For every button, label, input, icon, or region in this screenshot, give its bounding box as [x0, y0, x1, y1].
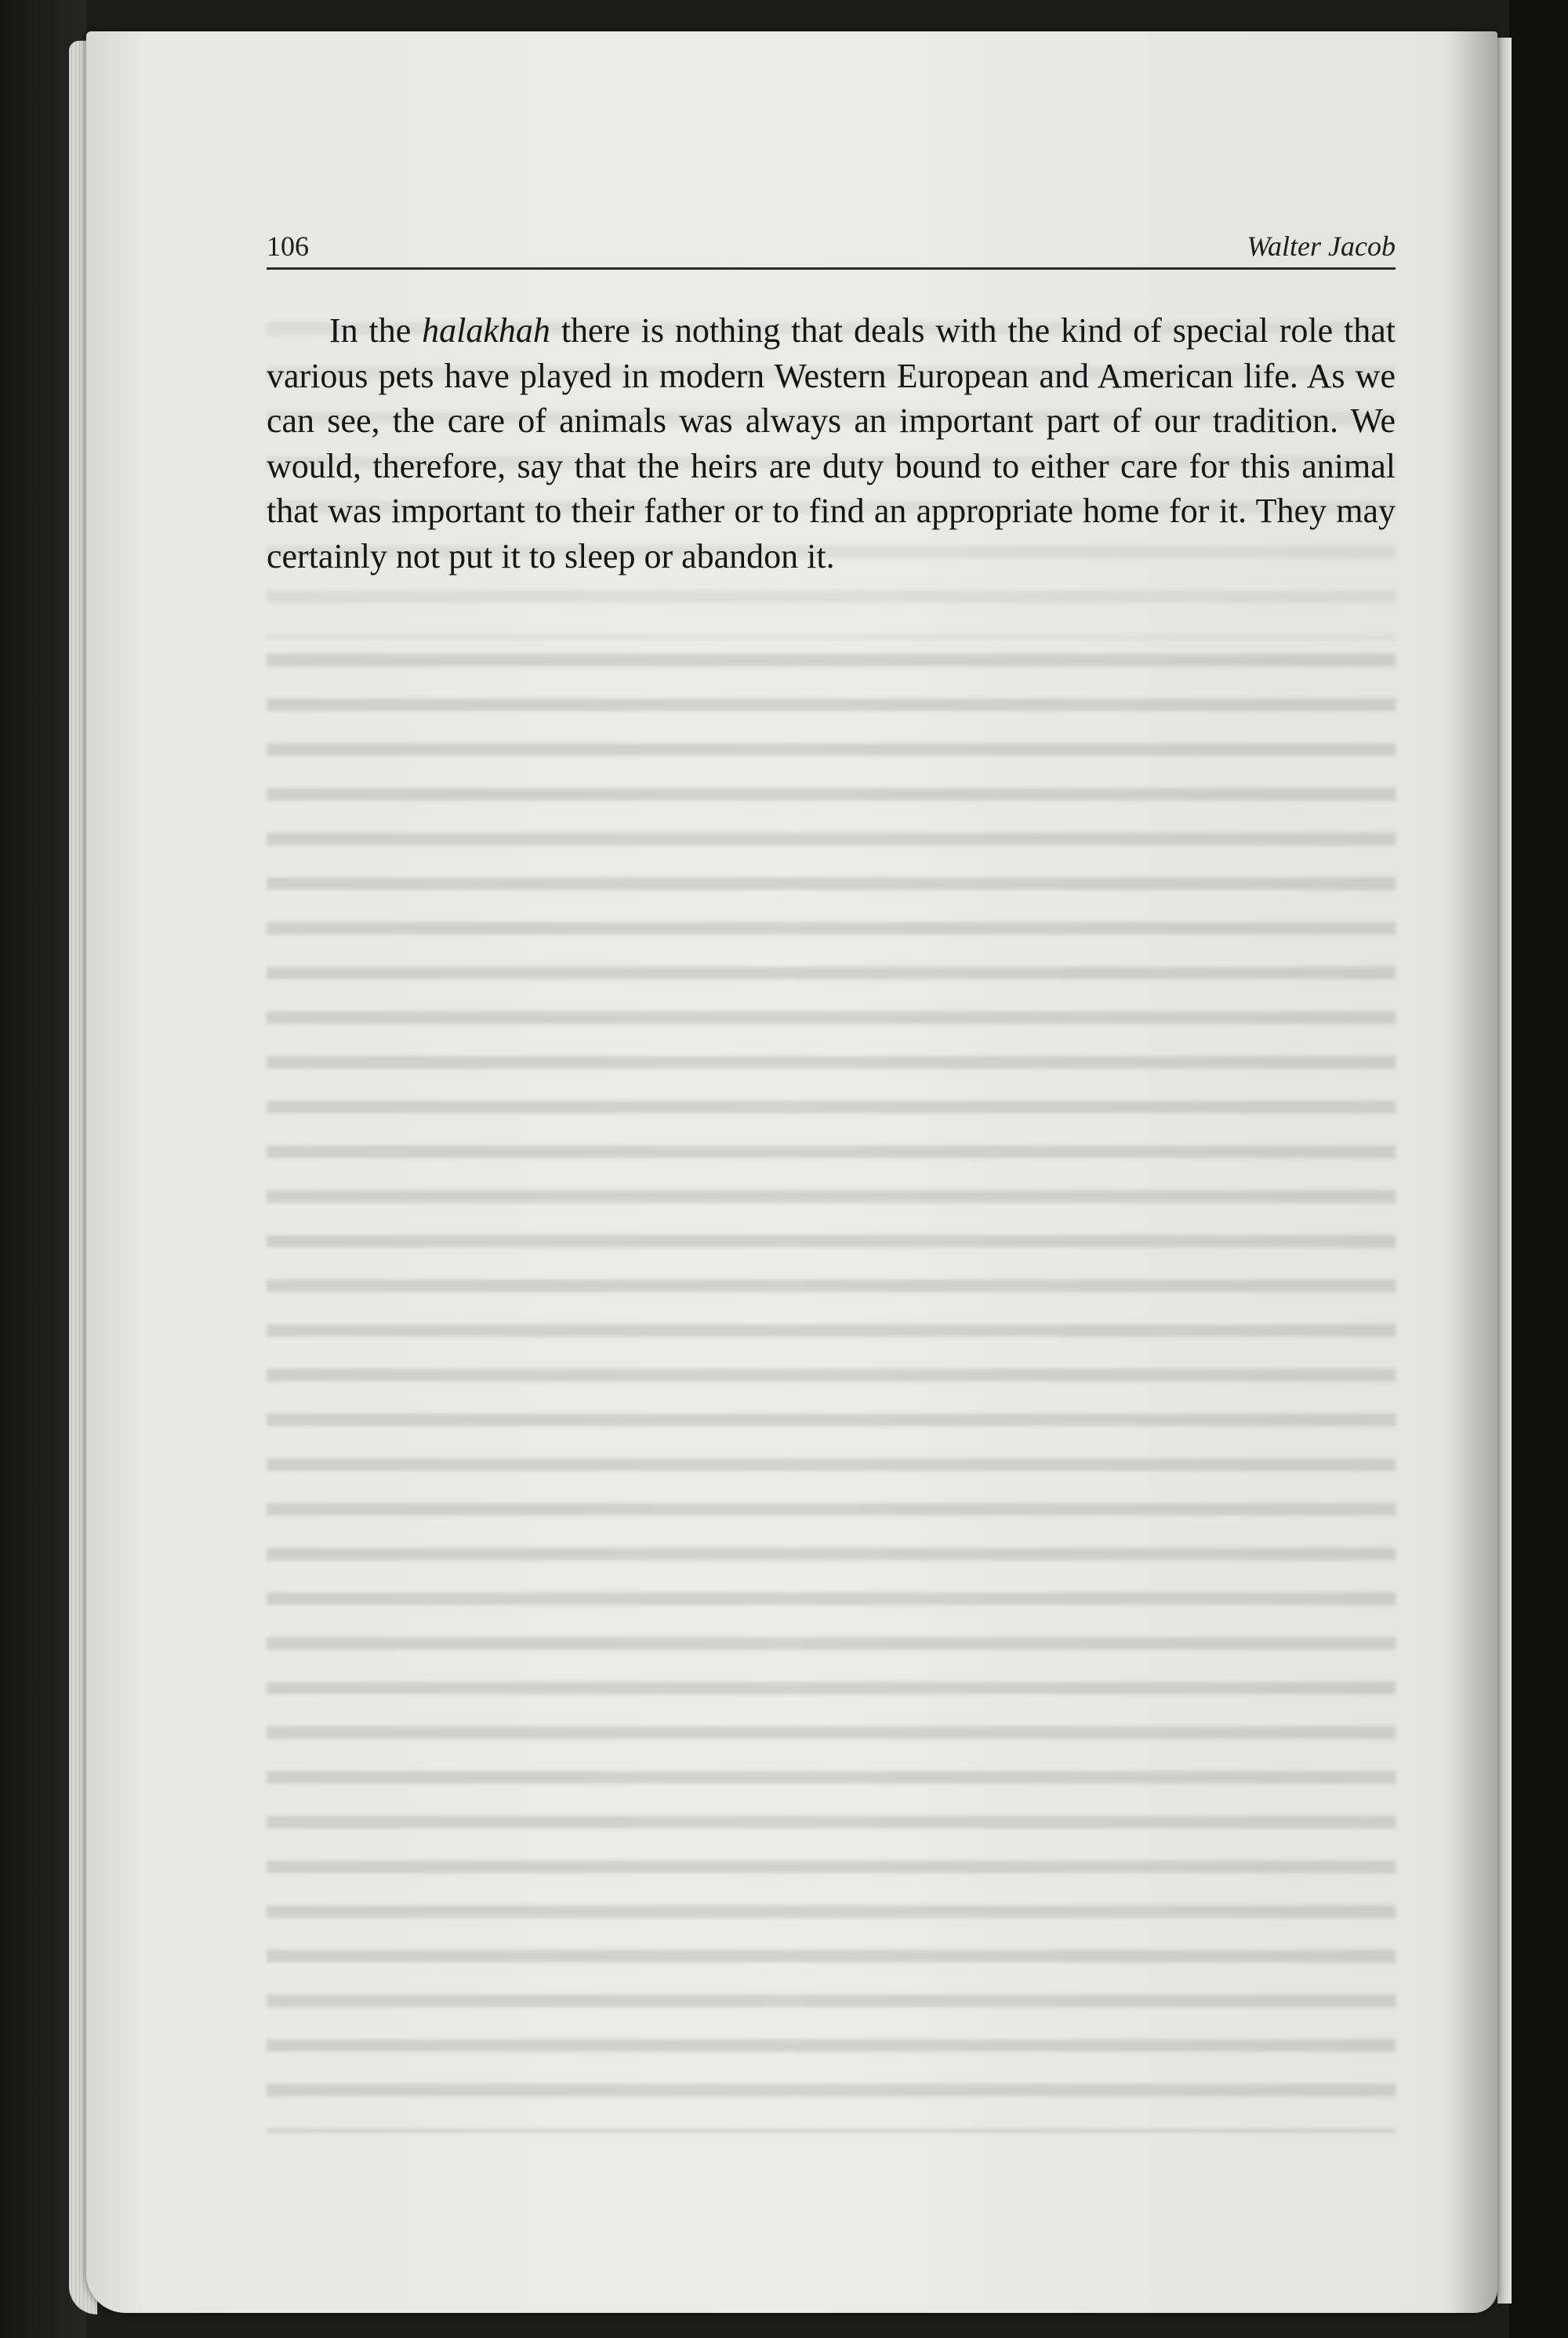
page-number: 106 — [267, 231, 309, 262]
facing-page-edge — [1497, 38, 1512, 2304]
adjacent-page-edge — [1509, 0, 1568, 2338]
running-header — [267, 223, 1396, 270]
show-through-text — [267, 643, 1396, 2133]
author-running-head: Walter Jacob — [1247, 231, 1396, 262]
body-paragraph — [267, 308, 1396, 579]
spine-shadow — [1450, 31, 1497, 2313]
paragraph-text: there is nothing that deals with the kind of special role that various pets have played in modern Western European and American life. As we can see, the care of animals was always an important part of our tradition. We would, therefore, say that the heirs are duty bound to either care for this animal that was important to their father or to find an appropriate home for it. They may certainly not put it to sleep or abandon it. — [267, 311, 1396, 575]
italic-term: halakhah — [422, 311, 550, 350]
paragraph-text: In the — [329, 311, 423, 350]
